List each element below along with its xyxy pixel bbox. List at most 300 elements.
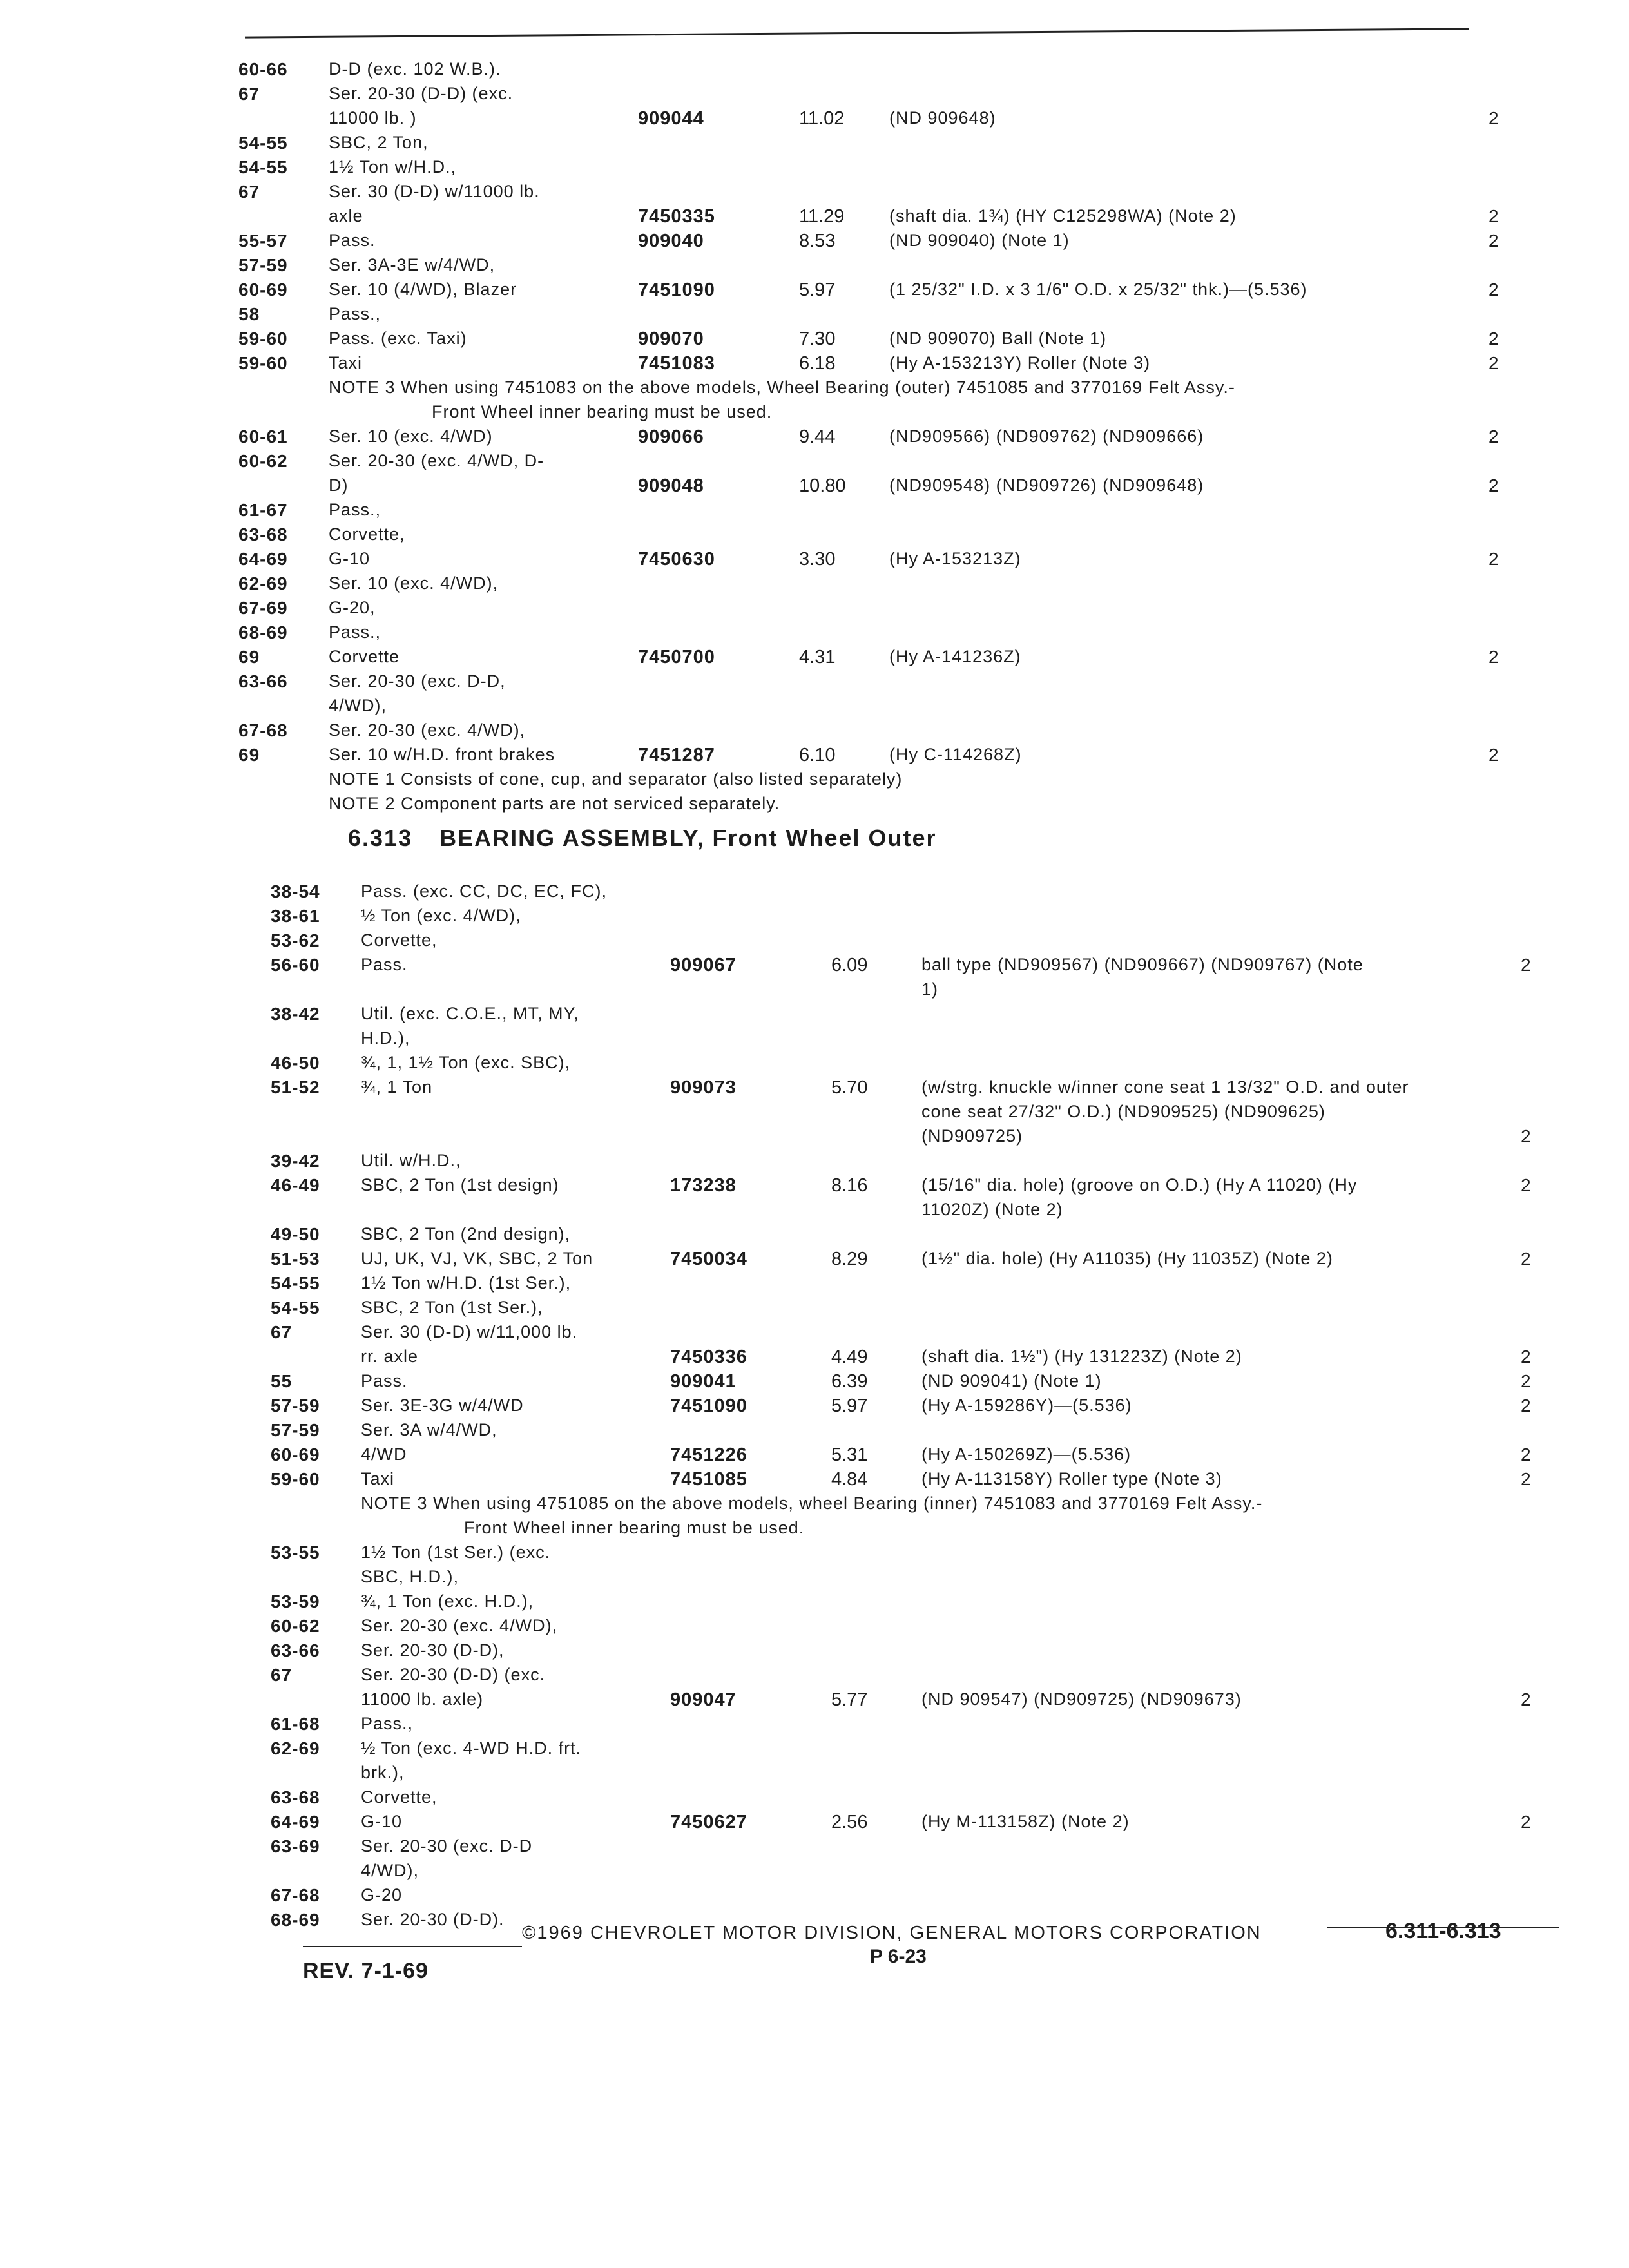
parts-row: [238, 524, 1559, 549]
part-number: 7450630: [638, 549, 715, 570]
model-description: SBC, H.D.),: [361, 1567, 459, 1586]
parts-row: [238, 108, 1559, 133]
model-description: Pass.: [361, 955, 408, 974]
model-year: 55: [271, 1371, 293, 1391]
part-number: 7450335: [638, 206, 715, 227]
model-description: Util. (exc. C.O.E., MT, MY,: [361, 1004, 579, 1023]
interchange-remarks: (Hy A-113158Y) Roller type (Note 3): [921, 1469, 1222, 1488]
model-year: 59-60: [271, 1469, 320, 1489]
model-year: 60-61: [238, 427, 288, 447]
model-description: 4/WD: [361, 1445, 407, 1464]
model-description: Ser. 3A w/4/WD,: [361, 1420, 497, 1439]
model-year: 61-67: [238, 500, 288, 520]
parts-row: [238, 720, 1559, 745]
model-description: G-20: [361, 1885, 403, 1905]
page-number: P 6-23: [870, 1946, 927, 1967]
list-price: 4.31: [799, 647, 836, 668]
interchange-remarks: ball type (ND909567) (ND909667) (ND909767) (Note: [921, 955, 1364, 974]
model-year: 59-60: [238, 329, 288, 349]
model-year: 51-53: [271, 1249, 320, 1269]
model-year: 67-69: [238, 598, 288, 618]
note-text: NOTE 3 When using 4751085 on the above models, wheel Bearing (inner) 7451083 and 3770169 Felt Assy.-: [361, 1494, 1263, 1513]
model-description: D): [329, 476, 349, 495]
model-year: 68-69: [238, 622, 288, 642]
part-number: 7450700: [638, 647, 715, 668]
list-price: 5.97: [831, 1396, 868, 1416]
parts-row: [271, 1689, 1579, 1714]
quantity: 2: [1521, 1347, 1531, 1367]
model-description: ¾, 1 Ton: [361, 1077, 433, 1097]
parts-row: [271, 1077, 1579, 1102]
parts-row: [238, 696, 1559, 720]
model-description: ½ Ton (exc. 4/WD),: [361, 906, 521, 925]
model-description: Ser. 20-30 (D-D) (exc.: [329, 84, 514, 103]
part-number: 909073: [670, 1077, 737, 1098]
interchange-remarks: (Hy C-114268Z): [889, 745, 1022, 764]
parts-row: [238, 255, 1559, 280]
list-price: 6.18: [799, 353, 836, 374]
parts-row: [238, 157, 1559, 182]
parts-row: [271, 1542, 1579, 1567]
parts-row: [271, 1102, 1579, 1126]
section-range: 6.311-6.313: [1385, 1919, 1501, 1943]
part-number: 173238: [670, 1175, 737, 1196]
model-year: 60-66: [238, 59, 288, 79]
part-number: 7450034: [670, 1249, 747, 1269]
model-description: Ser. 30 (D-D) w/11000 lb.: [329, 182, 540, 201]
quantity: 2: [1521, 1126, 1531, 1146]
model-description: Taxi: [361, 1469, 395, 1488]
model-description: axle: [329, 206, 363, 226]
model-year: 67: [238, 182, 260, 202]
model-description: H.D.),: [361, 1028, 410, 1048]
model-description: SBC, 2 Ton (2nd design),: [361, 1224, 571, 1244]
model-description: SBC, 2 Ton (1st Ser.),: [361, 1298, 543, 1317]
quantity: 2: [1489, 231, 1499, 251]
list-price: 5.77: [831, 1689, 868, 1710]
section-heading: [348, 825, 937, 852]
model-year: 38-42: [271, 1004, 320, 1024]
parts-row: [238, 231, 1559, 255]
interchange-remarks: (ND 909070) Ball (Note 1): [889, 329, 1107, 348]
note-line: [238, 769, 1559, 794]
model-description: Pass.: [329, 231, 376, 250]
list-price: 6.10: [799, 745, 836, 765]
interchange-remarks: (ND 909648): [889, 108, 996, 128]
parts-row: [238, 206, 1559, 231]
list-price: 4.84: [831, 1469, 868, 1490]
quantity: 2: [1521, 1371, 1531, 1391]
interchange-remarks: (ND909548) (ND909726) (ND909648): [889, 476, 1204, 495]
part-number: 7451090: [670, 1396, 747, 1416]
note-line: [238, 402, 1559, 427]
model-description: Ser. 20-30 (D-D).: [361, 1910, 505, 1929]
model-year: 59-60: [238, 353, 288, 373]
model-description: Ser. 20-30 (exc. 4/WD),: [361, 1616, 558, 1635]
model-description: ¾, 1 Ton (exc. H.D.),: [361, 1591, 534, 1611]
parts-row: [238, 745, 1559, 769]
model-description: Corvette: [329, 647, 400, 666]
part-number: 7451085: [670, 1469, 747, 1490]
model-description: Ser. 20-30 (exc. 4/WD),: [329, 720, 526, 740]
parts-row: [238, 598, 1559, 622]
interchange-remarks: (ND 909041) (Note 1): [921, 1371, 1102, 1390]
parts-row: [271, 1200, 1579, 1224]
part-number: 7450627: [670, 1812, 747, 1832]
model-description: SBC, 2 Ton (1st design): [361, 1175, 559, 1195]
model-description: G-10: [329, 549, 371, 568]
parts-row: [238, 622, 1559, 647]
part-number: 7451226: [670, 1445, 747, 1465]
model-description: 1½ Ton w/H.D.,: [329, 157, 457, 177]
model-year: 60-62: [238, 451, 288, 471]
bearing-list-section-2: [271, 881, 1579, 1934]
model-year: 69: [238, 745, 260, 765]
part-number: 909040: [638, 231, 704, 251]
model-year: 49-50: [271, 1224, 320, 1244]
model-description: 1½ Ton w/H.D. (1st Ser.),: [361, 1273, 572, 1293]
list-price: 2.56: [831, 1812, 868, 1832]
model-description: Ser. 10 w/H.D. front brakes: [329, 745, 555, 764]
model-description: Corvette,: [329, 524, 405, 544]
model-description: rr. axle: [361, 1347, 419, 1366]
model-description: Ser. 3A-3E w/4/WD,: [329, 255, 496, 274]
model-year: 54-55: [271, 1273, 320, 1293]
interchange-remarks: 1): [921, 979, 939, 999]
parts-row: [238, 133, 1559, 157]
model-year: 54-55: [238, 133, 288, 153]
parts-row: [238, 59, 1559, 84]
model-year: 38-54: [271, 881, 320, 901]
parts-row: [271, 1616, 1579, 1640]
model-description: Ser. 10 (exc. 4/WD): [329, 427, 493, 446]
list-price: 7.30: [799, 329, 836, 349]
model-year: 51-52: [271, 1077, 320, 1097]
part-number: 909066: [638, 427, 704, 447]
model-year: 62-69: [271, 1738, 320, 1758]
model-description: Ser. 10 (4/WD), Blazer: [329, 280, 517, 299]
parts-row: [271, 1298, 1579, 1322]
list-price: 5.31: [831, 1445, 868, 1465]
model-description: ¾, 1, 1½ Ton (exc. SBC),: [361, 1053, 571, 1072]
revision-date: REV. 7-1-69: [303, 1959, 429, 1983]
quantity: 2: [1489, 206, 1499, 226]
parts-row: [271, 1175, 1579, 1200]
part-number: 909047: [670, 1689, 737, 1710]
note-line: [271, 1518, 1579, 1542]
model-year: 60-69: [271, 1445, 320, 1465]
interchange-remarks: (ND 909547) (ND909725) (ND909673): [921, 1689, 1242, 1709]
interchange-remarks: (shaft dia. 1½") (Hy 131223Z) (Note 2): [921, 1347, 1242, 1366]
model-description: Corvette,: [361, 1787, 438, 1807]
parts-row: [271, 1836, 1579, 1861]
interchange-remarks: (ND909566) (ND909762) (ND909666): [889, 427, 1204, 446]
parts-row: [271, 1591, 1579, 1616]
list-price: 11.02: [799, 108, 845, 129]
interchange-remarks: cone seat 27/32" O.D.) (ND909525) (ND909625): [921, 1102, 1325, 1121]
note-text: NOTE 2 Component parts are not serviced separately.: [329, 794, 780, 813]
quantity: 2: [1521, 1396, 1531, 1416]
model-description: Pass.,: [329, 622, 381, 642]
model-description: 1½ Ton (1st Ser.) (exc.: [361, 1542, 551, 1562]
parts-row: [271, 1665, 1579, 1689]
parts-row: [271, 979, 1579, 1004]
interchange-remarks: (Hy M-113158Z) (Note 2): [921, 1812, 1130, 1831]
model-description: G-20,: [329, 598, 376, 617]
model-description: Ser. 30 (D-D) w/11,000 lb.: [361, 1322, 578, 1341]
parts-row: [238, 476, 1559, 500]
list-price: 8.53: [799, 231, 836, 251]
model-description: Ser. 3E-3G w/4/WD: [361, 1396, 524, 1415]
model-year: 54-55: [271, 1298, 320, 1318]
model-year: 69: [238, 647, 260, 667]
parts-row: [238, 304, 1559, 329]
model-year: 63-66: [238, 671, 288, 691]
note-text: Front Wheel inner bearing must be used.: [464, 1518, 805, 1537]
interchange-remarks: (Hy A-150269Z)—(5.536): [921, 1445, 1132, 1464]
model-year: 57-59: [271, 1396, 320, 1416]
model-description: SBC, 2 Ton,: [329, 133, 429, 152]
footer-rule-left: [303, 1946, 522, 1947]
model-description: Pass.: [361, 1371, 408, 1390]
model-year: 58: [238, 304, 260, 324]
model-description: ½ Ton (exc. 4-WD H.D. frt.: [361, 1738, 582, 1758]
model-description: 11000 lb. axle): [361, 1689, 484, 1709]
list-price: 8.29: [831, 1249, 868, 1269]
model-year: 67-68: [238, 720, 288, 740]
note-line: [238, 378, 1559, 402]
parts-row: [271, 1028, 1579, 1053]
parts-row: [271, 1567, 1579, 1591]
parts-row: [238, 647, 1559, 671]
interchange-remarks: (ND909725): [921, 1126, 1023, 1146]
list-price: 9.44: [799, 427, 836, 447]
model-description: Pass. (exc. Taxi): [329, 329, 467, 348]
part-number: 7450336: [670, 1347, 747, 1367]
part-number: 909041: [670, 1371, 737, 1392]
parts-row: [271, 906, 1579, 930]
interchange-remarks: (Hy A-153213Y) Roller (Note 3): [889, 353, 1151, 372]
quantity: 2: [1521, 1689, 1531, 1709]
model-year: 64-69: [238, 549, 288, 569]
model-description: Ser. 20-30 (exc. D-D,: [329, 671, 506, 691]
parts-row: [271, 1445, 1579, 1469]
model-year: 67-68: [271, 1885, 320, 1905]
parts-row: [271, 1249, 1579, 1273]
interchange-remarks: (Hy A-141236Z): [889, 647, 1021, 666]
parts-row: [238, 329, 1559, 353]
model-year: 57-59: [238, 255, 288, 275]
note-line: [238, 794, 1559, 818]
model-year: 57-59: [271, 1420, 320, 1440]
model-description: Ser. 20-30 (exc. D-D: [361, 1836, 533, 1856]
model-year: 60-62: [271, 1616, 320, 1636]
section-title: BEARING ASSEMBLY, Front Wheel Outer: [439, 825, 937, 851]
parts-row: [271, 1273, 1579, 1298]
model-year: 46-49: [271, 1175, 320, 1195]
interchange-remarks: (ND 909040) (Note 1): [889, 231, 1070, 250]
parts-row: [271, 1322, 1579, 1347]
interchange-remarks: 11020Z) (Note 2): [921, 1200, 1063, 1219]
parts-row: [238, 573, 1559, 598]
interchange-remarks: (1½" dia. hole) (Hy A11035) (Hy 11035Z) (Note 2): [921, 1249, 1333, 1268]
model-year: 63-66: [271, 1640, 320, 1660]
parts-row: [271, 1371, 1579, 1396]
model-year: 55-57: [238, 231, 288, 251]
list-price: 5.70: [831, 1077, 868, 1098]
model-description: 11000 lb. ): [329, 108, 417, 128]
list-price: 10.80: [799, 476, 846, 496]
quantity: 2: [1489, 353, 1499, 373]
list-price: 8.16: [831, 1175, 868, 1196]
parts-row: [271, 1151, 1579, 1175]
parts-row: [271, 1396, 1579, 1420]
interchange-remarks: (1 25/32" I.D. x 3 1/6" O.D. x 25/32" thk.)—(5.536): [889, 280, 1307, 299]
quantity: 2: [1489, 280, 1499, 300]
model-year: 54-55: [238, 157, 288, 177]
parts-row: [271, 1004, 1579, 1028]
parts-row: [271, 1738, 1579, 1763]
model-year: 62-69: [238, 573, 288, 593]
model-year: 46-50: [271, 1053, 320, 1073]
model-description: 4/WD),: [329, 696, 387, 715]
model-year: 67: [271, 1322, 293, 1342]
model-description: Ser. 20-30 (D-D),: [361, 1640, 505, 1660]
parts-row: [271, 1347, 1579, 1371]
interchange-remarks: (Hy A-159286Y)—(5.536): [921, 1396, 1132, 1415]
parts-row: [271, 1053, 1579, 1077]
quantity: 2: [1521, 1175, 1531, 1195]
model-year: 63-68: [271, 1787, 320, 1807]
part-number: 909070: [638, 329, 704, 349]
parts-row: [238, 84, 1559, 108]
part-number: 909067: [670, 955, 737, 975]
model-year: 39-42: [271, 1151, 320, 1171]
model-description: Util. w/H.D.,: [361, 1151, 461, 1170]
parts-row: [271, 1885, 1579, 1910]
parts-row: [238, 451, 1559, 476]
parts-row: [238, 353, 1559, 378]
model-description: 4/WD),: [361, 1861, 419, 1880]
model-year: 38-61: [271, 906, 320, 926]
quantity: 2: [1489, 647, 1499, 667]
quantity: 2: [1521, 1812, 1531, 1832]
interchange-remarks: (shaft dia. 1¾) (HY C125298WA) (Note 2): [889, 206, 1237, 226]
model-description: Pass.,: [329, 500, 381, 519]
parts-row: [271, 1469, 1579, 1494]
part-number: 7451083: [638, 353, 715, 374]
model-description: Ser. 10 (exc. 4/WD),: [329, 573, 499, 593]
parts-row: [271, 1126, 1579, 1151]
quantity: 2: [1521, 1469, 1531, 1489]
model-year: 63-68: [238, 524, 288, 544]
quantity: 2: [1489, 549, 1499, 569]
model-year: 61-68: [271, 1714, 320, 1734]
model-year: 67: [271, 1665, 293, 1685]
parts-row: [238, 427, 1559, 451]
model-description: Corvette,: [361, 930, 438, 950]
quantity: 2: [1489, 476, 1499, 495]
parts-row: [271, 1420, 1579, 1445]
parts-row: [238, 671, 1559, 696]
parts-row: [271, 1224, 1579, 1249]
parts-row: [238, 500, 1559, 524]
list-price: 4.49: [831, 1347, 868, 1367]
model-year: 67: [238, 84, 260, 104]
list-price: 3.30: [799, 549, 836, 570]
parts-row: [271, 955, 1579, 979]
list-price: 5.97: [799, 280, 836, 300]
list-price: 6.09: [831, 955, 868, 975]
note-text: Front Wheel inner bearing must be used.: [432, 402, 773, 421]
note-text: NOTE 1 Consists of cone, cup, and separator (also listed separately): [329, 769, 903, 789]
quantity: 2: [1489, 329, 1499, 349]
note-line: [271, 1494, 1579, 1518]
part-number: 7451090: [638, 280, 715, 300]
model-year: 53-59: [271, 1591, 320, 1611]
parts-row: [238, 182, 1559, 206]
part-number: 909048: [638, 476, 704, 496]
parts-row: [271, 1787, 1579, 1812]
quantity: 2: [1521, 1445, 1531, 1465]
parts-row: [271, 1640, 1579, 1665]
part-number: 7451287: [638, 745, 715, 765]
note-text: NOTE 3 When using 7451083 on the above models, Wheel Bearing (outer) 7451085 and 3770169 Felt Assy.-: [329, 378, 1235, 397]
interchange-remarks: (Hy A-153213Z): [889, 549, 1021, 568]
model-description: Taxi: [329, 353, 363, 372]
parts-row: [271, 1812, 1579, 1836]
quantity: 2: [1521, 955, 1531, 975]
model-description: Pass.,: [361, 1714, 414, 1733]
parts-row: [271, 1763, 1579, 1787]
model-description: Pass. (exc. CC, DC, EC, FC),: [361, 881, 608, 901]
parts-row: [271, 1714, 1579, 1738]
model-year: 68-69: [271, 1910, 320, 1930]
quantity: 2: [1489, 427, 1499, 447]
interchange-remarks: (15/16" dia. hole) (groove on O.D.) (Hy A 11020) (Hy: [921, 1175, 1358, 1195]
model-year: 64-69: [271, 1812, 320, 1832]
section-number: 6.313: [348, 825, 413, 851]
model-year: 53-62: [271, 930, 320, 950]
model-description: Ser. 20-30 (exc. 4/WD, D-: [329, 451, 545, 470]
model-description: Pass.,: [329, 304, 381, 323]
quantity: 2: [1489, 745, 1499, 765]
quantity: 2: [1489, 108, 1499, 128]
parts-row: [271, 1861, 1579, 1885]
parts-row: [238, 549, 1559, 573]
list-price: 11.29: [799, 206, 845, 227]
model-description: brk.),: [361, 1763, 405, 1782]
copyright-line: ©1969 CHEVROLET MOTOR DIVISION, GENERAL MOTORS CORPORATION: [522, 1923, 1262, 1943]
model-description: UJ, UK, VJ, VK, SBC, 2 Ton: [361, 1249, 593, 1268]
part-number: 909044: [638, 108, 704, 129]
top-rule: [245, 28, 1469, 38]
bearing-list-section-1: [238, 59, 1559, 818]
parts-row: [271, 930, 1579, 955]
model-description: Ser. 20-30 (D-D) (exc.: [361, 1665, 546, 1684]
model-year: 60-69: [238, 280, 288, 300]
parts-row: [271, 881, 1579, 906]
model-year: 63-69: [271, 1836, 320, 1856]
model-description: D-D (exc. 102 W.B.).: [329, 59, 501, 79]
model-description: G-10: [361, 1812, 403, 1831]
model-year: 53-55: [271, 1542, 320, 1562]
list-price: 6.39: [831, 1371, 868, 1392]
quantity: 2: [1521, 1249, 1531, 1269]
parts-row: [238, 280, 1559, 304]
interchange-remarks: (w/strg. knuckle w/inner cone seat 1 13/32" O.D. and outer: [921, 1077, 1409, 1097]
model-year: 56-60: [271, 955, 320, 975]
